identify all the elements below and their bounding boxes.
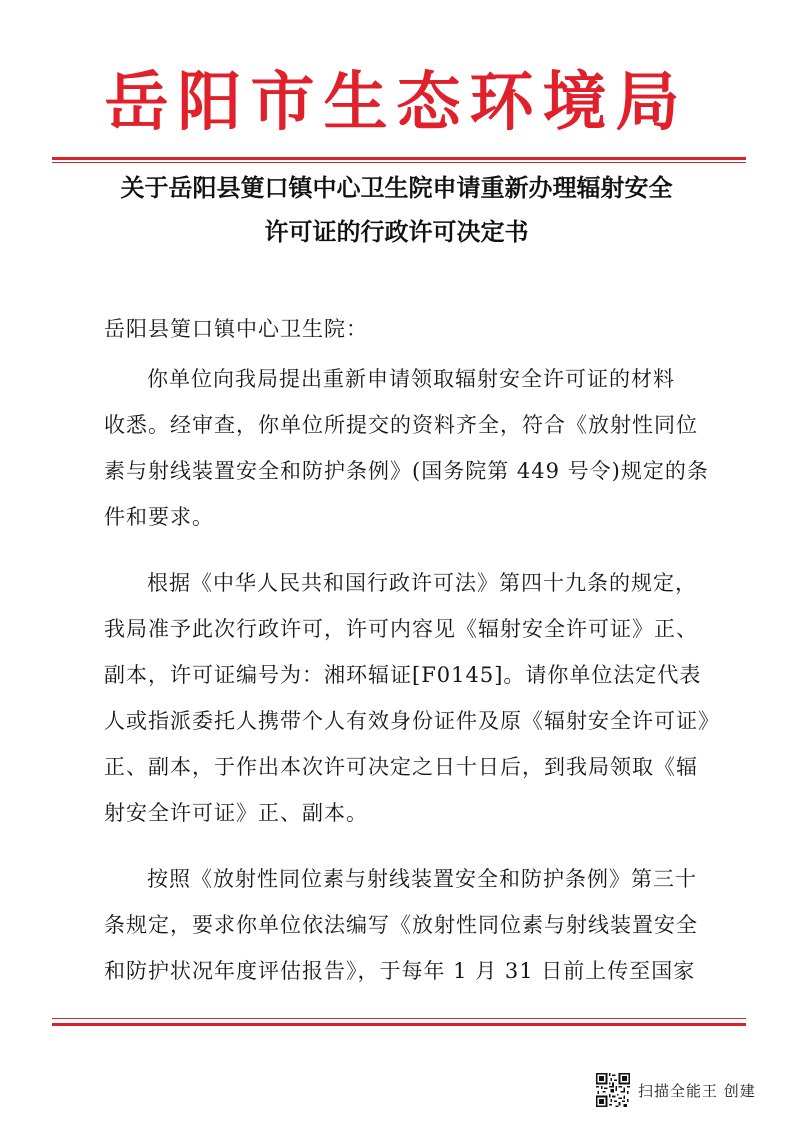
text-line: 按照《放射性同位素与射线装置安全和防护条例》第三十 [147, 867, 697, 891]
document-body [104, 356, 720, 1014]
text-line: 条规定，要求你单位依法编写《放射性同位素与射线装置安全 [104, 913, 698, 937]
text-line: 副本，许可证编号为：湘环辐证[F0145]。请你单位法定代表 [104, 663, 702, 687]
text-line: 素与射线装置安全和防护条例》(国务院第 449 号令)规定的条 [104, 459, 709, 483]
letterhead-agency-name: 岳阳市生态环境局 [104, 66, 689, 140]
text-line: 和防护状况年度评估报告》，于每年 1 月 31 日前上传至国家 [104, 959, 696, 983]
paragraph [104, 560, 720, 836]
footer-rule-thick [52, 1023, 746, 1026]
text-line: 根据《中华人民共和国行政许可法》第四十九条的规定， [147, 571, 697, 595]
header-rule-thin [52, 162, 746, 163]
paragraph [104, 856, 704, 994]
header-rule-thick [52, 157, 746, 160]
text-line: 射安全许可证》正、副本。 [104, 801, 368, 825]
text-line: 件和要求。 [104, 505, 214, 529]
text-line: 我局准予此次行政许可，许可内容见《辐射安全许可证》正、 [104, 617, 698, 641]
text-line: 收悉。经审查，你单位所提交的资料齐全，符合《放射性同位 [104, 413, 698, 437]
text-line: 正、副本，于作出本次许可决定之日十日后，到我局领取《辐 [104, 755, 698, 779]
document-title-line: 关于岳阳县筻口镇中心卫生院申请重新办理辐射安全 [120, 174, 673, 202]
text-line: 人或指派委托人携带个人有效身份证件及原《辐射安全许可证》 [104, 709, 720, 733]
addressee: 岳阳县筻口镇中心卫生院： [104, 317, 368, 341]
footer-rule-thin [52, 1018, 746, 1019]
document-title [60, 166, 733, 254]
scanner-watermark [596, 1072, 756, 1108]
document-title-line: 许可证的行政许可决定书 [264, 218, 529, 246]
scanner-app-label: 扫描全能王 创建 [638, 1081, 756, 1100]
text-line: 你单位向我局提出重新申请领取辐射安全许可证的材料 [147, 367, 675, 391]
paragraph [104, 356, 709, 540]
qr-code-icon [596, 1073, 630, 1107]
